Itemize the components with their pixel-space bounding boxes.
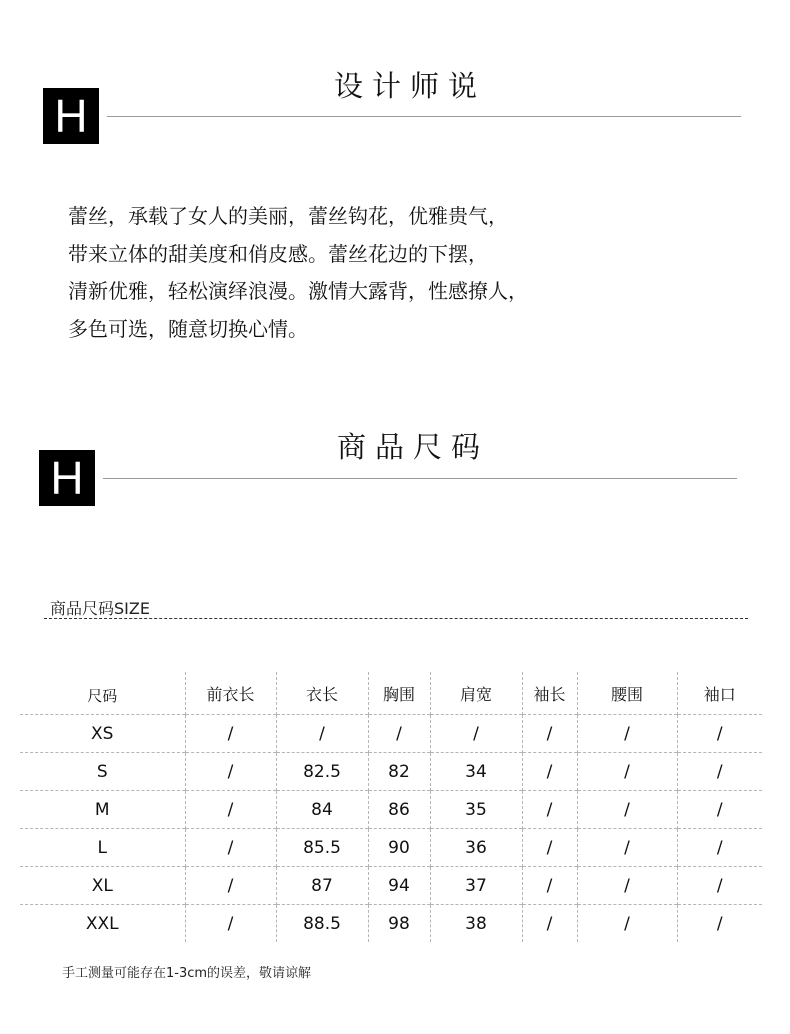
table-cell: /: [577, 753, 677, 791]
column-header: 腰围: [577, 672, 677, 715]
table-cell: /: [577, 867, 677, 905]
designer-description: [68, 198, 528, 348]
description-line: 多色可选，随意切换心情。: [68, 316, 308, 341]
section-h-badge: H: [39, 450, 95, 506]
table-cell: 87: [276, 867, 368, 905]
table-cell: /: [430, 715, 522, 753]
table-row: [20, 753, 762, 791]
table-cell: /: [522, 715, 577, 753]
size-table: [20, 672, 762, 942]
column-header: 前衣长: [185, 672, 276, 715]
table-row: [20, 905, 762, 943]
table-cell: /: [185, 867, 276, 905]
table-cell: 82: [368, 753, 430, 791]
description-line: 蕾丝，承载了女人的美丽，蕾丝钩花，优雅贵气，: [68, 204, 508, 228]
table-cell: /: [677, 829, 762, 867]
table-cell: 86: [368, 791, 430, 829]
table-cell: /: [577, 829, 677, 867]
table-row: [20, 829, 762, 867]
table-cell: XS: [20, 715, 185, 753]
table-row: [20, 791, 762, 829]
table-cell: S: [20, 753, 185, 791]
table-cell: /: [677, 791, 762, 829]
table-cell: 82.5: [276, 753, 368, 791]
table-row: [20, 715, 762, 753]
column-header: 尺码: [87, 686, 118, 705]
size-title: 商品尺码: [337, 430, 490, 464]
table-cell: 35: [430, 791, 522, 829]
table-cell: 98: [368, 905, 430, 943]
table-cell: /: [185, 905, 276, 943]
table-cell: /: [185, 829, 276, 867]
table-cell: /: [577, 791, 677, 829]
table-cell: 94: [368, 867, 430, 905]
table-cell: /: [185, 715, 276, 753]
description-line: 带来立体的甜美度和俏皮感。蕾丝花边的下摆，: [68, 241, 488, 266]
section-divider: [103, 478, 737, 479]
table-cell: /: [677, 753, 762, 791]
table-cell: /: [677, 715, 762, 753]
column-header: 袖长: [522, 672, 577, 715]
table-cell: /: [577, 715, 677, 753]
table-cell: 37: [430, 867, 522, 905]
table-cell: 88.5: [276, 905, 368, 943]
table-cell: 34: [430, 753, 522, 791]
table-cell: 90: [368, 829, 430, 867]
table-cell: /: [522, 905, 577, 943]
column-header: 袖口: [677, 672, 762, 715]
designer-title: 设计师说: [334, 69, 487, 103]
table-cell: /: [577, 905, 677, 943]
table-cell: /: [522, 753, 577, 791]
dashed-divider: [44, 618, 748, 619]
column-header: 胸围: [368, 672, 430, 715]
table-cell: /: [522, 829, 577, 867]
table-cell: M: [20, 791, 185, 829]
table-cell: 84: [276, 791, 368, 829]
table-cell: /: [276, 715, 368, 753]
section-divider: [107, 116, 741, 117]
table-cell: /: [522, 791, 577, 829]
table-cell: XXL: [20, 905, 185, 943]
table-cell: XL: [20, 867, 185, 905]
table-cell: /: [677, 867, 762, 905]
section-h-badge: H: [43, 88, 99, 144]
table-cell: /: [368, 715, 430, 753]
table-cell: /: [522, 867, 577, 905]
column-header: 衣长: [276, 672, 368, 715]
description-line: 清新优雅，轻松演绎浪漫。激情大露背，性感撩人，: [68, 279, 528, 303]
table-cell: /: [185, 791, 276, 829]
table-cell: 36: [430, 829, 522, 867]
table-cell: 85.5: [276, 829, 368, 867]
column-header: 肩宽: [430, 672, 522, 715]
table-cell: 38: [430, 905, 522, 943]
table-cell: /: [677, 905, 762, 943]
measurement-note: 手工测量可能存在1-3cm的误差，敬请谅解: [62, 966, 312, 981]
table-header-row: [20, 672, 762, 715]
table-cell: /: [185, 753, 276, 791]
table-row: [20, 867, 762, 905]
size-subheading: 商品尺码SIZE: [50, 599, 150, 618]
table-cell: L: [20, 829, 185, 867]
